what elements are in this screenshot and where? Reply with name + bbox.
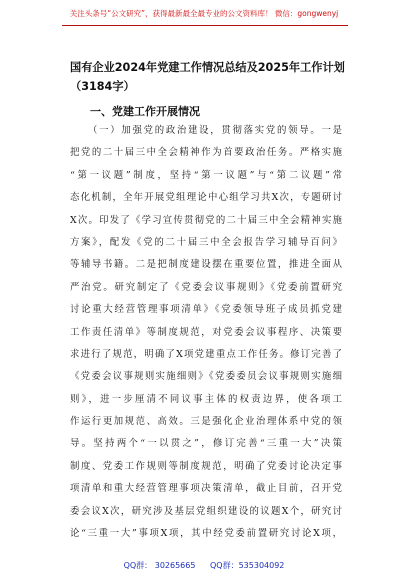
header-note: 关注头条号“公文研究”，获得最新最全最专业的公文资料库！ 微信：gongwenyj [69,9,339,18]
body-line: 制度、党委工作规则等制度规范，明确了党委讨论决定事 [70,460,342,472]
title-line-1: 国有企业2024年党建工作情况总结及2025年工作计划 [70,61,345,74]
body-line: X次。印发了《学习宣传贯彻党的二十届三中全会精神实施 [70,214,342,226]
body-line: 导。坚持两个“一以贯之”，修订完善“三重一大”决策 [70,438,342,450]
body-line: 等辅导书籍。二是把制度建设摆在重要位置，推进全面从 [70,259,342,271]
header-divider [62,25,348,26]
body-line: 则》，进一步厘清不同议事主体的权责边界，使各项工 [70,393,342,405]
qq-group-1: QQ群： 30265665 [123,561,196,570]
body-line: 方案》，配发《党的二十届三中全会报告学习辅导百问》 [70,236,342,248]
body-line: “第一议题”制度，坚持“第一议题”与“第二议题”常 [70,169,342,181]
section-heading: 一、党建工作开展情况 [90,105,200,118]
body-line: 工作责任清单》等制度规范，对党委会议事程序、决策要 [70,326,342,338]
footer-qq-groups [0,560,408,571]
qq-group-2: QQ群：535304092 [210,561,285,570]
body-line: 严治党。研究制定了《党委会议事规则》《党委前置研究 [70,281,342,293]
body-line: 论“三重一大”事项X项，其中经党委前置研究讨论X项， [70,528,342,540]
document-title [70,58,360,96]
title-word-count: （3184字） [70,80,135,93]
body-text [70,120,342,545]
body-line: 态化机制，全年开展党组理论中心组学习共X次，专题研讨 [70,192,342,204]
body-line: 委会议X次，研究涉及基层党组织建设的议题X个，研究讨 [70,505,342,517]
body-line: 把党的二十届三中全会精神作为首要政治任务。严格实施 [70,147,342,159]
body-line: 作运行更加规范、高效。三是强化企业治理体系中党的领 [70,416,342,428]
body-line: （一）加强党的政治建设，贯彻落实党的领导。一是 [88,125,342,136]
body-line: 讨论重大经营管理事项清单》《党委领导班子成员抓党建 [70,304,342,316]
body-line: 项清单和重大经营管理事项决策清单，截止目前，召开党 [70,483,342,495]
body-line: 《党委会议事规则实施细则》《党委委员会议事规则实施细 [70,371,342,383]
body-line: 求进行了规范，明确了X项党建重点工作任务。修订完善了 [70,348,342,360]
